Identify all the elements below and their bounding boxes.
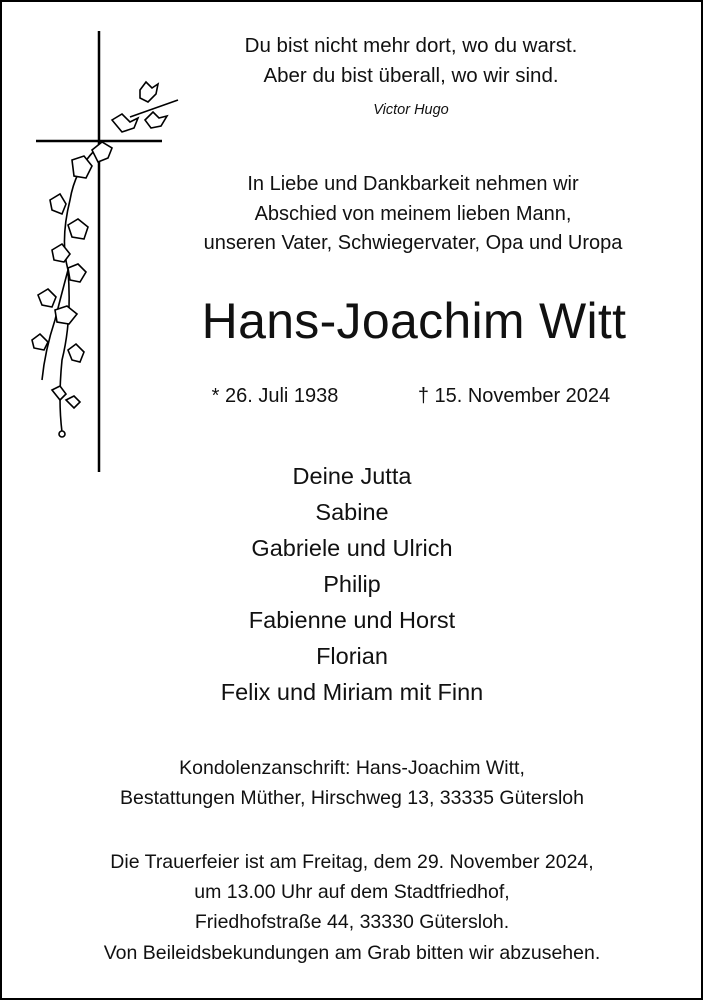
- intro-line: Abschied von meinem lieben Mann,: [254, 203, 572, 225]
- family-member: Philip: [323, 571, 381, 597]
- service-line: Friedhofstraße 44, 33330 Gütersloh.: [194, 911, 510, 933]
- ivy-vine: [32, 82, 178, 437]
- intro-line: unseren Vater, Schwiegervater, Opa und Uropa: [203, 232, 623, 254]
- family-member: Deine Jutta: [292, 463, 412, 489]
- family-member: Fabienne und Horst: [248, 607, 456, 633]
- condolence-line: Bestattungen Müther, Hirschweg 13, 33335 Gütersloh: [120, 787, 584, 809]
- family-member: Gabriele und Ulrich: [251, 535, 453, 561]
- family-member: Sabine: [315, 499, 389, 525]
- family-member: Florian: [316, 643, 388, 669]
- service-line: Von Beileidsbekundungen am Grab bitten wir abzusehen.: [103, 942, 601, 964]
- service-line: Die Trauerfeier ist am Freitag, dem 29. November 2024,: [110, 851, 594, 873]
- family-member: Felix und Miriam mit Finn: [220, 679, 484, 705]
- death-date: † 15. November 2024: [417, 385, 611, 407]
- service-line: um 13.00 Uhr auf dem Stadtfriedhof,: [194, 881, 510, 903]
- quote-author: Victor Hugo: [373, 102, 449, 118]
- birth-date: * 26. Juli 1938: [211, 385, 339, 407]
- condolence-line: Kondolenzanschrift: Hans-Joachim Witt,: [179, 757, 525, 779]
- quote-line: Du bist nicht mehr dort, wo du warst.: [244, 34, 578, 57]
- intro-line: In Liebe und Dankbarkeit nehmen wir: [247, 173, 579, 195]
- deceased-name: Hans-Joachim Witt: [201, 293, 627, 349]
- quote-line: Aber du bist überall, wo wir sind.: [263, 64, 559, 87]
